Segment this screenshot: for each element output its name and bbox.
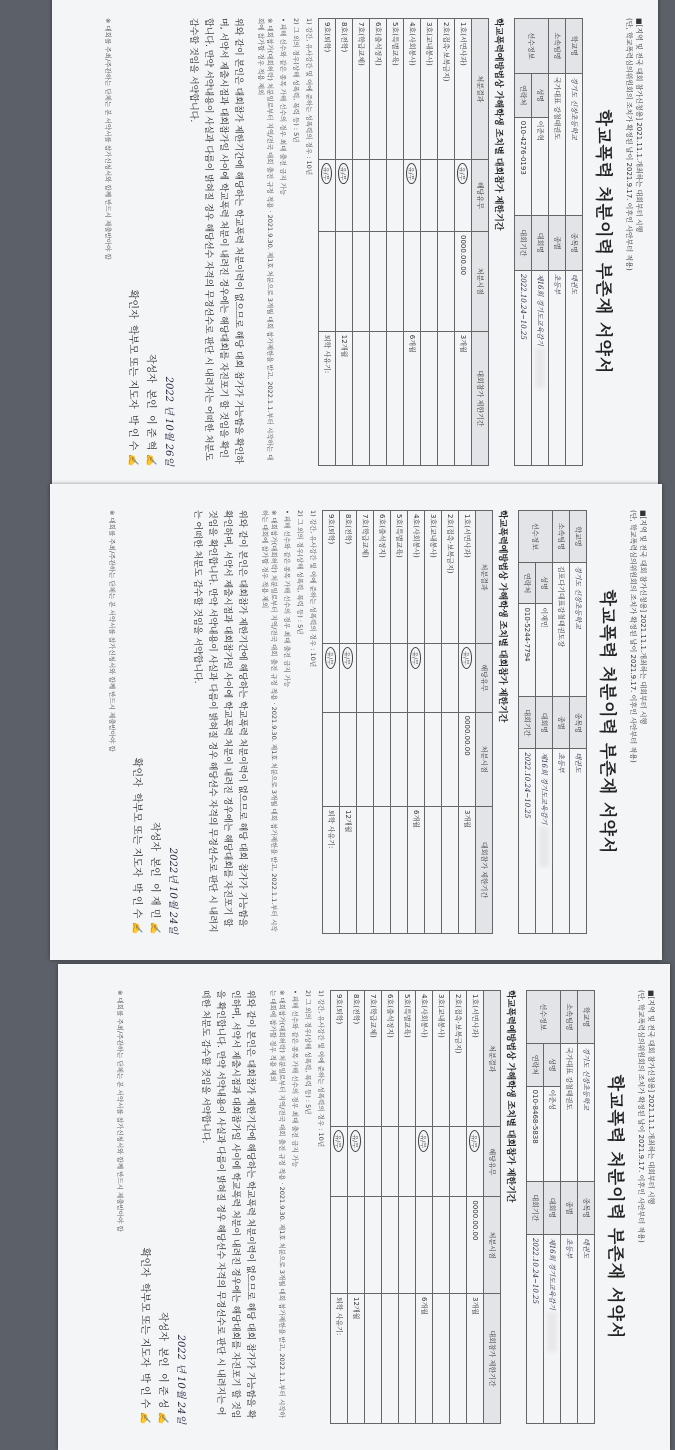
grade-label: 종별 [549, 216, 566, 271]
redaction-mark [547, 1312, 557, 1352]
has-cell [416, 1127, 433, 1197]
team-value: 국가대표 강철태권도 [549, 73, 566, 215]
limit-cell [433, 1294, 450, 1424]
table-row [387, 19, 404, 466]
date-cell [421, 232, 438, 332]
measure-cell: 5호(특별교육) [399, 991, 416, 1127]
form-title: 학교폭력 처분이력 부존재 서약서 [605, 1074, 625, 1340]
limit-cell [438, 331, 455, 465]
measure-cell: 8호(전학) [340, 511, 357, 644]
form-sheet-3 [58, 964, 670, 1450]
team-label: 소속팀명 [561, 991, 578, 1044]
date-cell [391, 712, 408, 806]
confirmer-label: 확인자 [131, 757, 142, 787]
col-date: 처분시점 [484, 1197, 501, 1294]
limit-note-3: • 피해 선수와 같은 종목 가해 선수의 경우 최대 출전 금지 가능 [283, 510, 291, 688]
date-cell [387, 232, 404, 332]
table-row [399, 991, 416, 1424]
limit-note-3: • 피해 선수와 같은 종목 가해 선수의 경우 최대 출전 금지 가능 [291, 990, 299, 1168]
grade-value: 초등부 [549, 270, 566, 465]
limit-cell: 3개월 [455, 331, 472, 465]
name-value: 이준혁 [532, 117, 549, 215]
meet-value: 제16회 경기도교육감기 [536, 749, 553, 934]
has-cell [357, 644, 374, 712]
self-label: 본인 [145, 389, 156, 409]
limit-note-2: 2) 그 외의 경우(상해 성폭력, 폭력 등) : 5년 [296, 510, 304, 635]
date-cell [336, 232, 353, 332]
date-cell [323, 712, 340, 806]
table-note: ※ 대회참가(대회허락) 처분일로부터 지역/전국 대회 출전 규정 적용 · 2021.9.30. 제1호 처분으로 3개월 대회 참가제한을 받고, 2022.1.1.부터 시작하는 대회에 참가할 경우 적용 제외 [257, 18, 274, 461]
team-label: 소속팀명 [549, 19, 566, 74]
limit-cell [374, 807, 391, 934]
has-mark: 유/무 [343, 647, 354, 669]
grade-label: 종별 [561, 1181, 578, 1234]
writer-name: 이 준 성 [157, 1373, 168, 1409]
has-mark: 유/무 [411, 647, 422, 669]
period-label: 대회기간 [515, 216, 532, 271]
date-cell [450, 1197, 467, 1294]
date-cell [416, 1197, 433, 1294]
section-title: 학교폭력예방법상 가해학생 조치별 대회참가 제한기간 [505, 990, 515, 1203]
confirmer-label: 확인자 [139, 1247, 150, 1277]
meet-value: 제16회 경기도교육감기 [544, 1234, 561, 1423]
signature-mark: ✍ [131, 921, 142, 934]
measure-cell: 5호(특별교육) [387, 19, 404, 160]
athlete-label: 선수정보 [519, 511, 553, 563]
grade-value: 초등부 [561, 1234, 578, 1423]
measure-cell: 9호(퇴학) [319, 19, 336, 160]
limit-cell [357, 807, 374, 934]
limit-cell: 퇴학 사유기: [331, 1294, 348, 1424]
footnote: ※ 대회를 주최/주관하는 단체는 본 서약서를 참가신청서와 함께 반드시 제출받아야 함 [104, 18, 112, 260]
guardian-label: 학부모 또는 지도자 [139, 1283, 150, 1367]
has-cell [442, 644, 459, 712]
limit-cell [387, 331, 404, 465]
has-cell [404, 159, 421, 231]
col-measures: 처분결과 [484, 991, 501, 1127]
col-limit: 대회참가 제한기간 [476, 807, 493, 934]
limit-note-3: • 피해 선수와 같은 종목 가해 선수의 경우 최대 출전 금지 가능 [279, 18, 287, 196]
header-line-2: (단, 학교폭력심의위원회의 조치가 확정된 날이 2021.9.17. 이후인 사안부터 적용) [637, 990, 645, 1243]
table-note: ※ 대회참가(대회허락) 처분일로부터 지역/전국 대회 출전 규정 적용 · 2021.9.30. 제1호 처분으로 3개월 대회 참가제한을 받고, 2022.1.1.부터 시작하는 대회에 참가할 경우 적용 제외 [261, 510, 278, 932]
has-cell [433, 1127, 450, 1197]
table-row [404, 19, 421, 466]
date-cell [319, 232, 336, 332]
period-value: 2022.10.24~10.25 [519, 749, 536, 934]
has-mark: 유/무 [470, 1130, 481, 1152]
col-limit: 대회참가 제한기간 [472, 331, 489, 465]
footnote: ※ 대회를 주최/주관하는 단체는 본 서약서를 참가신청서와 함께 반드시 제출받아야 함 [108, 510, 116, 752]
school-value: 경기도 신장초등학교 [570, 562, 587, 697]
has-cell [387, 159, 404, 231]
has-mark: 유/무 [462, 647, 473, 669]
writer-label: 작성자 [149, 821, 160, 851]
info-table [518, 510, 587, 934]
col-has: 해당유무 [476, 644, 493, 712]
table-row [391, 511, 408, 934]
table-note: ※ 대회참가(대회허락) 처분일로부터 지역/전국 대회 출전 규정 적용 · 2021.9.30. 제1호 처분으로 3개월 대회 참가제한을 받고, 2022.1.1.부터 시작하는 대회에 참가할 경우 적용 제외 [269, 990, 286, 1418]
limit-cell: 퇴학 사유기: [319, 331, 336, 465]
has-cell [348, 1127, 365, 1197]
self-label: 본인 [157, 1347, 168, 1367]
limit-cell [365, 1294, 382, 1424]
limit-cell: 6개월 [408, 807, 425, 934]
date-cell [340, 712, 357, 806]
has-cell [459, 644, 476, 712]
grade-label: 종별 [553, 697, 570, 749]
signature-block [135, 990, 189, 1424]
limit-cell [391, 807, 408, 934]
table-row [421, 19, 438, 466]
sign-date: 2022년 10월 24일 [167, 847, 178, 934]
form-title: 학교폭력 처분이력 부존재 서약서 [593, 109, 613, 375]
has-cell [323, 644, 340, 712]
col-date: 처분시점 [472, 232, 489, 332]
col-measures: 처분결과 [472, 19, 489, 160]
has-cell [331, 1127, 348, 1197]
table-row [365, 991, 382, 1424]
section-title: 학교폭력예방법상 가해학생 조치별 대회참가 제한기간 [497, 510, 507, 723]
grade-value: 초등부 [553, 749, 570, 934]
table-row [336, 19, 353, 466]
info-table [526, 990, 595, 1424]
limit-cell: 12개월 [348, 1294, 365, 1424]
limit-cell [399, 1294, 416, 1424]
event-value: 태권도 [566, 270, 583, 465]
table-row [340, 511, 357, 934]
limit-cell [450, 1294, 467, 1424]
period-value: 2022.10.24~10.25 [527, 1234, 544, 1423]
has-cell [450, 1127, 467, 1197]
measure-cell: 1호(서면사과) [459, 511, 476, 644]
name-label: 성명 [544, 1044, 561, 1087]
has-cell [467, 1127, 484, 1197]
date-cell [438, 232, 455, 332]
pledge-paragraph: 위와 같이 본인은 대회참가 제한기간에 해당하는 학교폭력 처분이력이 없으므로 해당 대회 참가가 가능함을 확인하며, 서약서 제출시점과 대회참가일 사이에 학교폭력 처분이 내려진 경우에는 해당대회를 자진포기 할 것임을 확인합니다. 만약 서약내용이 사실과 다름이 밝혀질 경우 해당선수 자격의 무경선수로 판단 시 내려지는 어떠한 처분도 감수할 것임을 서약합니다. [192, 510, 247, 933]
measure-cell: 1호(서면사과) [467, 991, 484, 1127]
date-cell [382, 1197, 399, 1294]
writer-label: 작성자 [157, 1311, 168, 1341]
measure-cell: 7호(학급교체) [357, 511, 374, 644]
signature-mark: ✍ [127, 453, 138, 466]
measure-cell: 7호(학급교체) [353, 19, 370, 160]
has-cell [336, 159, 353, 231]
measure-cell: 4호(사회봉사) [416, 991, 433, 1127]
measure-cell: 5호(특별교육) [391, 511, 408, 644]
table-row [357, 511, 374, 934]
name-value: 이준성 [544, 1086, 561, 1181]
phone-value: 010-8468-5838 [527, 1086, 544, 1181]
has-mark: 유/무 [339, 163, 350, 185]
limit-cell [370, 331, 387, 465]
col-has: 해당유무 [472, 159, 489, 231]
has-mark: 유/무 [322, 163, 333, 185]
header-line-2: (단, 학교폭력심의위원회의 조치가 확정된 날이 2021.9.17. 이후인 사안부터 적용) [629, 510, 637, 763]
has-mark: 유/무 [419, 1130, 430, 1152]
has-mark: 유/무 [351, 1130, 362, 1152]
table-row [455, 19, 472, 466]
limit-note-1: 1) 강간, 유사강간 및 이에 준하는 성폭력의 경우 : 10년 [305, 18, 313, 176]
measure-cell: 2호(접촉·보복금지) [438, 19, 455, 160]
confirmer-label: 확인자 [127, 289, 138, 319]
table-row [319, 19, 336, 466]
has-cell [425, 644, 442, 712]
guardian-label: 학부모 또는 지도자 [131, 793, 142, 877]
limit-cell [353, 331, 370, 465]
table-row [467, 991, 484, 1424]
event-value: 태권도 [578, 1234, 595, 1423]
header-line-1: ■[지역 및 전국 대회 참가신청용] 2021.11.1.개최하는 대회부터 시행 [639, 510, 647, 725]
signature-mark: ✍ [157, 1411, 168, 1424]
measure-cell: 4호(사회봉사) [408, 511, 425, 644]
has-mark: 유/무 [326, 647, 337, 669]
measure-cell: 4호(사회봉사) [404, 19, 421, 160]
limit-cell: 3개월 [459, 807, 476, 934]
date-cell: 0000.00.00 [459, 712, 476, 806]
limit-note-2: 2) 그 외의 경우(상해 성폭력, 폭력 등) : 5년 [304, 990, 312, 1115]
has-mark: 유/무 [407, 163, 418, 185]
limit-note-1: 1) 강간, 유사강간 및 이에 준하는 성폭력의 경우 : 10년 [317, 990, 325, 1148]
has-cell [438, 159, 455, 231]
name-value: 이재민 [536, 604, 553, 697]
writer-name: 이 재 민 [149, 883, 160, 919]
period-value: 2022.10.24~10.25 [515, 270, 532, 465]
date-cell [433, 1197, 450, 1294]
date-cell [399, 1197, 416, 1294]
table-row [425, 511, 442, 934]
team-label: 소속팀명 [553, 511, 570, 563]
table-row [374, 511, 391, 934]
date-cell [353, 232, 370, 332]
event-label: 종목명 [566, 216, 583, 271]
date-cell [442, 712, 459, 806]
section-title: 학교폭력예방법상 가해학생 조치별 대회참가 제한기간 [493, 18, 503, 231]
event-label: 종목명 [578, 1181, 595, 1234]
limit-cell: 6개월 [404, 331, 421, 465]
measure-cell: 8호(전학) [348, 991, 365, 1127]
confirmer-name: 박 인 수 [131, 883, 142, 919]
period-label: 대회기간 [527, 1181, 544, 1234]
measure-cell: 9호(퇴학) [331, 991, 348, 1127]
limit-cell: 3개월 [467, 1294, 484, 1424]
table-row [382, 991, 399, 1424]
limit-cell [421, 331, 438, 465]
signature-block [123, 18, 177, 466]
measures-table [330, 990, 501, 1424]
table-row [459, 511, 476, 934]
table-row [331, 991, 348, 1424]
signature-mark: ✍ [139, 1411, 150, 1424]
sign-date: 2022 년 10월 24일 [175, 1334, 186, 1424]
table-row [370, 19, 387, 466]
athlete-label: 선수정보 [527, 991, 561, 1044]
meet-label: 대회명 [536, 697, 553, 749]
limit-note-2: 2) 그 외의 경우(상해 성폭력, 폭력 등) : 5년 [292, 18, 300, 143]
has-cell [353, 159, 370, 231]
limit-cell [382, 1294, 399, 1424]
redaction-mark [539, 827, 549, 867]
date-cell [408, 712, 425, 806]
table-row [348, 991, 365, 1424]
meet-value: 제16회 경기도교육감기 [532, 270, 549, 465]
date-cell [404, 232, 421, 332]
date-cell: 0000.00.00 [467, 1197, 484, 1294]
confirmer-name: 박 인 수 [139, 1373, 150, 1409]
guardian-label: 학부모 또는 지도자 [127, 325, 138, 409]
meet-label: 대회명 [544, 1181, 561, 1234]
limit-cell: 12개월 [340, 807, 357, 934]
date-cell [425, 712, 442, 806]
measures-table [322, 510, 493, 934]
self-label: 본인 [149, 857, 160, 877]
limit-cell [442, 807, 459, 934]
has-mark: 유/무 [334, 1130, 345, 1152]
has-cell [374, 644, 391, 712]
school-label: 학교명 [566, 19, 583, 74]
limit-note-1: 1) 강간, 유사강간 및 이에 준하는 성폭력의 경우 : 10년 [309, 510, 317, 668]
limit-cell: 12개월 [336, 331, 353, 465]
measure-cell: 8호(전학) [336, 19, 353, 160]
date-cell [357, 712, 374, 806]
form-title: 학교폭력 처분이력 부존재 서약서 [597, 589, 617, 855]
table-row [438, 19, 455, 466]
name-label: 성명 [536, 562, 553, 604]
school-label: 학교명 [578, 991, 595, 1044]
phone-value: 010-5244-7794 [519, 604, 536, 697]
table-row [450, 991, 467, 1424]
date-cell [365, 1197, 382, 1294]
table-row [416, 991, 433, 1424]
measure-cell: 2호(접촉·보복금지) [442, 511, 459, 644]
period-label: 대회기간 [519, 697, 536, 749]
date-cell: 0000.00.00 [455, 232, 472, 332]
phone-label: 연락처 [515, 73, 532, 117]
pledge-paragraph: 위와 같이 본인은 대회참가 제한기간에 해당하는 학교폭력 처분이력이 없으므로 해당 대회 참가가 가능함을 확인하며, 서약서 제출시점과 대회참가일 사이에 학교폭력 처분이 내려진 경우에는 해당대회를 자진포기 할 것임을 확인합니다. 만약 서약내용이 사실과 다름이 밝혀질 경우 해당선수 자격의 무경선수로 판단 시 내려지는 어떠한 처분도 감수할 것임을 서약합니다. [188, 18, 243, 464]
has-cell [421, 159, 438, 231]
phone-label: 연락처 [519, 562, 536, 604]
table-row [323, 511, 340, 934]
header-line-2: (단, 학교폭력심의위원회의 조치가 확정된 날이 2021.9.17. 이후인 사안부터 적용) [625, 18, 633, 271]
signature-mark: ✍ [145, 453, 156, 466]
phone-value: 010-4276-0193 [515, 117, 532, 215]
school-value: 경기도 신장초등학교 [566, 73, 583, 215]
measure-cell: 7호(학급교체) [365, 991, 382, 1127]
col-has: 해당유무 [484, 1127, 501, 1197]
school-label: 학교명 [570, 511, 587, 563]
has-cell [382, 1127, 399, 1197]
redaction-mark [535, 348, 545, 388]
phone-label: 연락처 [527, 1044, 544, 1087]
athlete-label: 선수정보 [515, 19, 549, 74]
header-line-1: ■[지역 및 전국 대회 참가신청용] 2021.11.1.개최하는 대회부터 시행 [635, 18, 643, 233]
confirmer-name: 박 인 수 [127, 415, 138, 451]
col-date: 처분시점 [476, 712, 493, 806]
sign-date: 2022 년 10월 26일 [163, 376, 174, 466]
has-cell [319, 159, 336, 231]
measure-cell: 6호(출석정지) [370, 19, 387, 160]
col-measures: 처분결과 [476, 511, 493, 644]
has-cell [455, 159, 472, 231]
writer-label: 작성자 [145, 353, 156, 383]
measure-cell: 3호(교내봉사) [421, 19, 438, 160]
date-cell [348, 1197, 365, 1294]
measures-table [318, 18, 489, 466]
info-table [514, 18, 583, 466]
meet-label: 대회명 [532, 216, 549, 271]
measure-cell: 6호(출석정지) [374, 511, 391, 644]
has-mark: 유/무 [458, 163, 469, 185]
name-label: 성명 [532, 73, 549, 117]
has-cell [408, 644, 425, 712]
table-row [353, 19, 370, 466]
measure-cell: 1호(서면사과) [455, 19, 472, 160]
date-cell [331, 1197, 348, 1294]
measure-cell: 6호(출석정지) [382, 991, 399, 1127]
team-value: 김포다기대표강철태권도장 [553, 562, 570, 697]
col-limit: 대회참가 제한기간 [484, 1294, 501, 1424]
measure-cell: 3호(교내봉사) [433, 991, 450, 1127]
measure-cell: 2호(접촉·보복금지) [450, 991, 467, 1127]
measure-cell: 3호(교내봉사) [425, 511, 442, 644]
header-line-1: ■[지역 및 전국 대회 참가신청용] 2021.11.1.개최하는 대회부터 시행 [647, 990, 655, 1205]
limit-cell [425, 807, 442, 934]
measure-cell: 9호(퇴학) [323, 511, 340, 644]
has-cell [399, 1127, 416, 1197]
limit-cell: 퇴학 사유기: [323, 807, 340, 934]
team-value: 국가대표 강철태권도 [561, 1044, 578, 1182]
form-sheet-2 [50, 484, 662, 960]
table-row [408, 511, 425, 934]
footnote: ※ 대회를 주최/주관하는 단체는 본 서약서를 참가신청서와 함께 반드시 제출받아야 함 [116, 990, 124, 1232]
has-cell [391, 644, 408, 712]
signature-block [127, 510, 181, 934]
date-cell [370, 232, 387, 332]
has-cell [340, 644, 357, 712]
date-cell [374, 712, 391, 806]
school-value: 경기도 신장초등학교 [578, 1044, 595, 1182]
table-row [442, 511, 459, 934]
pledge-paragraph: 위와 같이 본인은 대회참가 제한기간에 해당하는 학교폭력 처분이력이 없으므로 해당 대회 참가가 가능함을 확인하며, 서약서 제출시점과 대회참가일 사이에 학교폭력 처분이 내려진 경우에는 해당대회를 자진포기 할 것임을 확인합니다. 만약 서약내용이 사실과 다름이 밝혀질 경우 해당선수 자격의 무경선수로 판단 시 내려지는 어떠한 처분도 감수할 것임을 서약합니다. [200, 990, 255, 1419]
limit-cell: 6개월 [416, 1294, 433, 1424]
has-cell [370, 159, 387, 231]
event-label: 종목명 [570, 697, 587, 749]
has-cell [365, 1127, 382, 1197]
form-sheet-1 [52, 0, 658, 492]
event-value: 태권도 [570, 749, 587, 934]
signature-mark: ✍ [149, 921, 160, 934]
table-row [433, 991, 450, 1424]
writer-name: 이 준 혁 [145, 415, 156, 451]
